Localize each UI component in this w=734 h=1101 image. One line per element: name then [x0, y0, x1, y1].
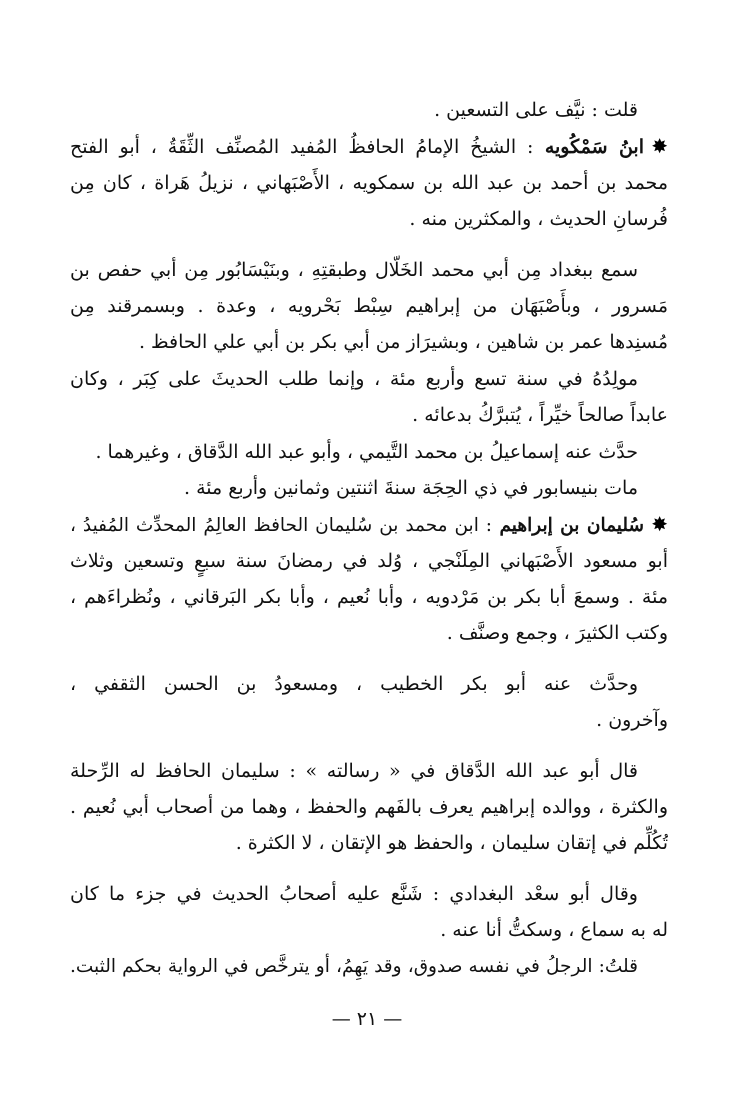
entry-ibn-samkawayh: ✸ابنُ سَمْكُويه : الشيخُ الإمامُ الحافظُ المُفيد المُصنِّف الثِّقَةُ ، أبو الفتح — [70, 128, 668, 164]
text-line: وآخرون . — [596, 709, 668, 732]
text-line: مُسنِدها عمر بن شاهين ، وبشيرَاز من أبي بكر بن أبي علي الحافظ . — [138, 331, 668, 354]
text-line: قال أبو عبد الله الدَّقاق في « رسالته » : سليمان الحافظ له الرِّحلة — [70, 759, 638, 782]
text-line: قلت : نيَّف على التسعين . — [434, 99, 638, 121]
text-line: مات بنيسابور في ذي الحِجَة سنةَ اثنتين وثمانين وأربع مئة . — [183, 476, 638, 499]
text-line: تُكُلِّم في إتقان سليمان ، والحفظ هو الإتقان ، لا الكثرة . — [235, 832, 668, 855]
text-line: مولِدُهُ في سنة تسع وأربع مئة ، وإنما طلب الحديثَ على كِبَر ، وكان — [70, 367, 638, 390]
entry-headword: سُليمان بن إبراهيم — [491, 515, 645, 537]
text-line: وقال أبو سعْد البغدادي : شَنَّع عليه أصحابُ الحديث في جزء ما كان — [70, 882, 638, 905]
text-line: أبو مسعود الأَصْبَهاني المِلَنْجي ، وُلد في رمضانَ سنة سبعٍ وتسعين وثلاث — [70, 549, 668, 572]
text-line: حدَّث عنه إسماعيلُ بن محمد التَّيمي ، وأبو عبد الله الدَّقاق ، وغيرهما . — [95, 440, 638, 463]
entry-star-icon: ✸ — [651, 512, 668, 537]
text-line: محمد بن أحمد بن عبد الله بن سمكويه ، الأَصْبَهاني ، نزيلُ هَراة ، كان مِن — [70, 171, 668, 194]
text-line: له به سماع ، وسكتُّ أنا عنه . — [440, 919, 668, 942]
text-line: وكتب الكثيرَ ، وجمع وصنَّف . — [446, 622, 668, 645]
text-line: سمع ببغداد مِن أبي محمد الخَلّال وطبقتِهِ ، وبنَيْسَابُور مِن أبي حفص بن — [70, 258, 638, 281]
entry-headword: ابنُ سَمْكُويه — [533, 136, 644, 159]
text-line: مَسرور ، وبأَصْبَهَان من إبراهيم سِبْط بَحْرويه ، وعدة . وبسمرقند مِن — [70, 294, 668, 317]
text-line: وحدَّث عنه أبو بكر الخطيب ، ومسعودُ بن الحسن الثقفي ، — [70, 672, 638, 695]
entry-star-icon: ✸ — [651, 134, 668, 159]
text-line: والكثرة ، ووالده إبراهيم يعرف بالفَهم والحفظ ، وهما من أصحاب أبي نُعيم . — [70, 796, 668, 819]
text-line: عابداً صالحاً خيِّراً ، يُتبرَّكُ بدعائه . — [412, 404, 668, 427]
text-line: فُرسانِ الحديث ، والمكثرين منه . — [409, 208, 668, 231]
text-line: مئة . وسمعَ أبا بكر بن مَرْدويه ، وأبا نُعيم ، وأبا بكر البَرقاني ، ونُظراءَهم ، — [70, 586, 668, 609]
entry-sulayman-ibn-ibrahim: ✸سُليمان بن إبراهيم : ابن محمد بن سُليمان الحافظ العالِمُ المحدِّث المُفيدُ ، — [70, 506, 668, 542]
page-number: — ٢١ — — [331, 1008, 403, 1030]
text-line: قلتُ: الرجلُ في نفسه صدوق، وقد يَهِمُ، أو يترخَّص في الرواية بحكم الثبت. — [70, 955, 638, 977]
